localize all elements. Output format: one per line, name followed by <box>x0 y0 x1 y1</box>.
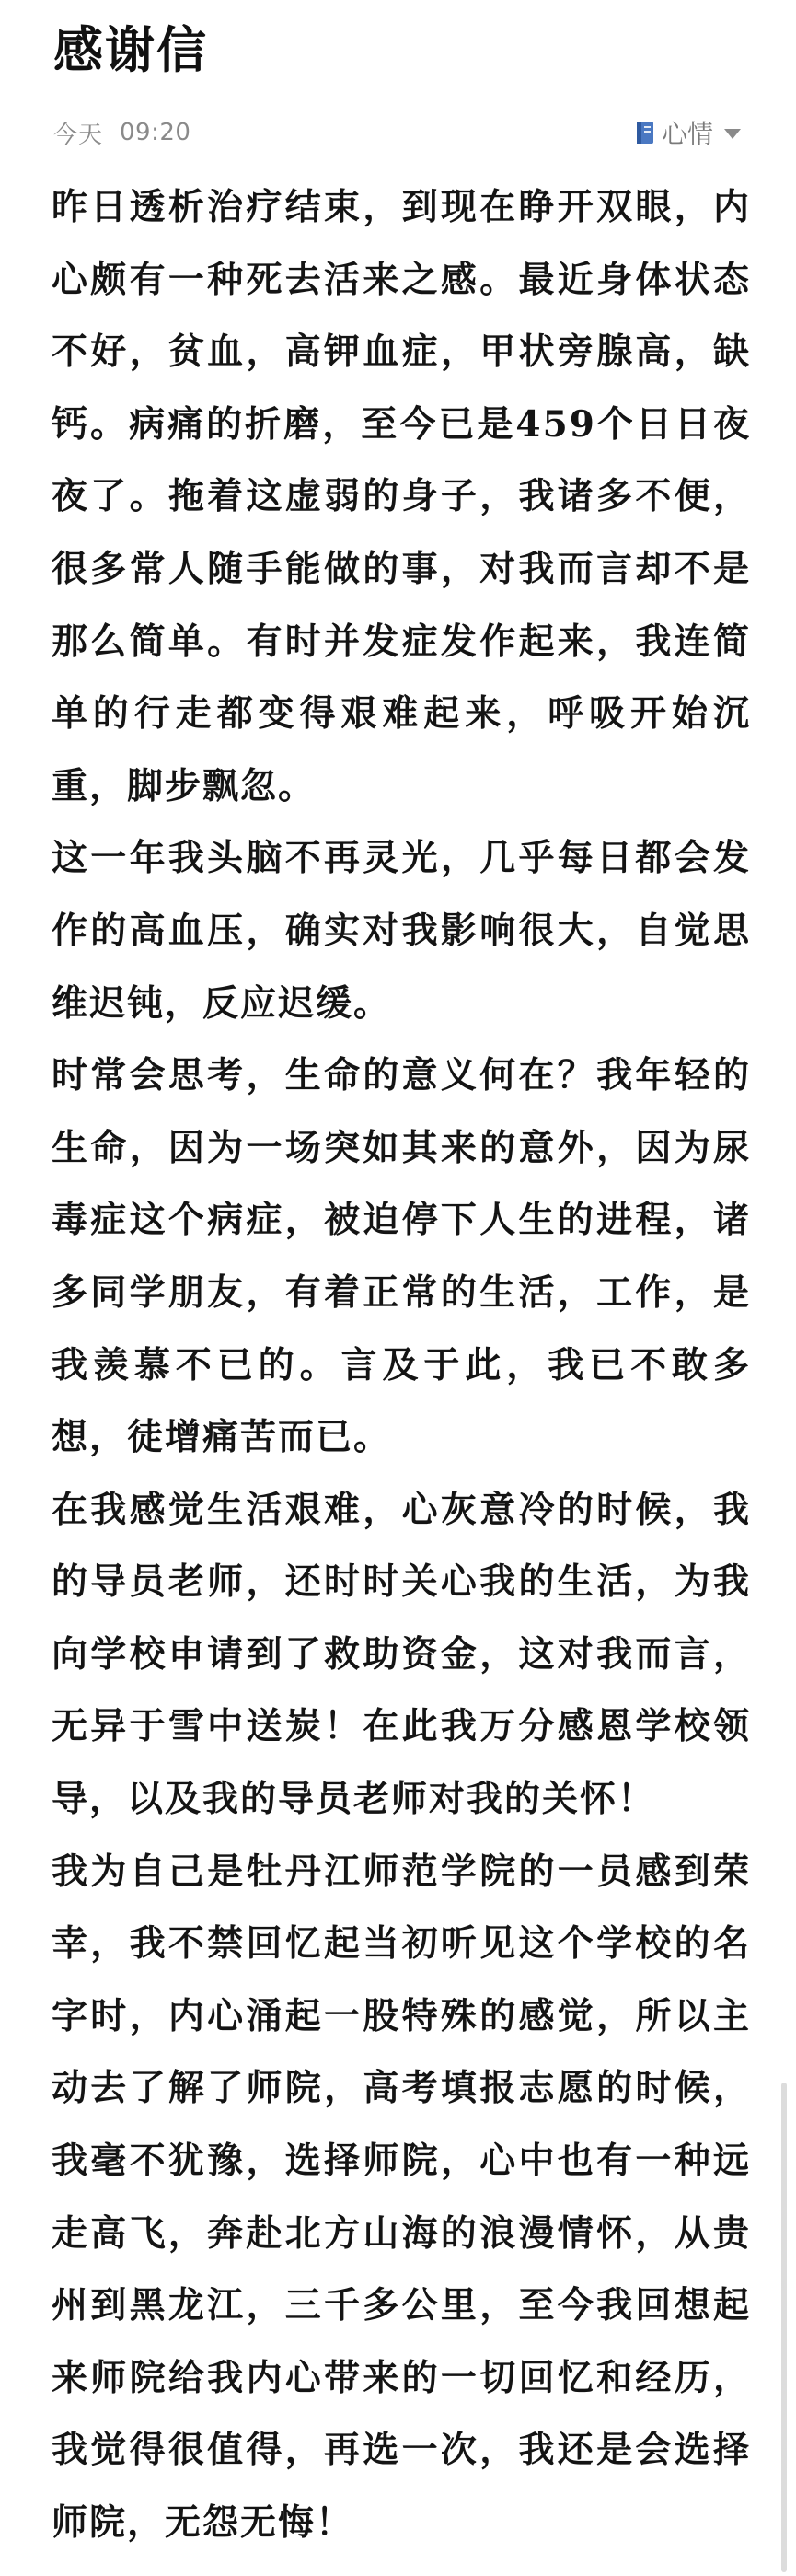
body-paragraph: 时常会思考，生命的意义何在？我年轻的生命，因为一场突如其来的意外，因为尿毒症这个病症，被迫停下人生的进程，诸多同学朋友，有着正常的生活，工作，是我羡慕不已的。言及于此，我已不敢多想，徒增痛苦而已。 <box>52 1054 751 1459</box>
note-body[interactable] <box>52 171 751 2559</box>
body-paragraph: 昨日透析治疗结束，到现在睁开双眼，内心颇有一种死去活来之感。最近身体状态不好，贫血，高钾血症，甲状旁腺高，缺钙。病痛的折磨，至今已是459个日日夜夜了。拖着这虚弱的身子，我诸多不便，很多常人随手能做的事，对我而言却不是那么简单。有时并发症发作起来，我连简单的行走都变得艰难起来，呼吸开始沉重，脚步飘忽。 <box>52 186 751 807</box>
note-title[interactable]: 感谢信 <box>53 21 208 79</box>
category-selector[interactable] <box>636 114 741 151</box>
body-paragraph: 我为自己是牡丹江师范学院的一员感到荣幸，我不禁回忆起当初听见这个学校的名字时，内心涌起一股特殊的感觉，所以主动去了解了师院，高考填报志愿的时候，我毫不犹豫，选择师院，心中也有一种远走高飞，奔赴北方山海的浪漫情怀，从贵州到黑龙江，三千多公里，至今我回想起来师院给我内心带来的一切回忆和经历，我觉得很值得，再选一次，我还是会选择师院，无怨无悔！ <box>52 1850 751 2544</box>
body-paragraph: 在我感觉生活艰难，心灰意冷的时候，我的导员老师，还时时关心我的生活，为我向学校申请到了救助资金，这对我而言，无异于雪中送炭！在此我万分感恩学校领导，以及我的导员老师对我的关怀！ <box>52 1488 751 1821</box>
notebook-icon <box>636 121 654 145</box>
body-paragraph: 这一年我头脑不再灵光，几乎每日都会发作的高血压，确实对我影响很大，自觉思维迟钝，反应迟缓。 <box>52 837 751 1025</box>
scrollbar-thumb[interactable] <box>781 2083 787 2572</box>
chevron-down-icon <box>724 129 741 139</box>
note-date: 今天 <box>53 121 104 149</box>
note-meta <box>53 114 741 151</box>
note-time: 09:20 <box>120 119 191 146</box>
note-timestamp <box>53 116 190 150</box>
category-label: 心情 <box>661 119 713 149</box>
